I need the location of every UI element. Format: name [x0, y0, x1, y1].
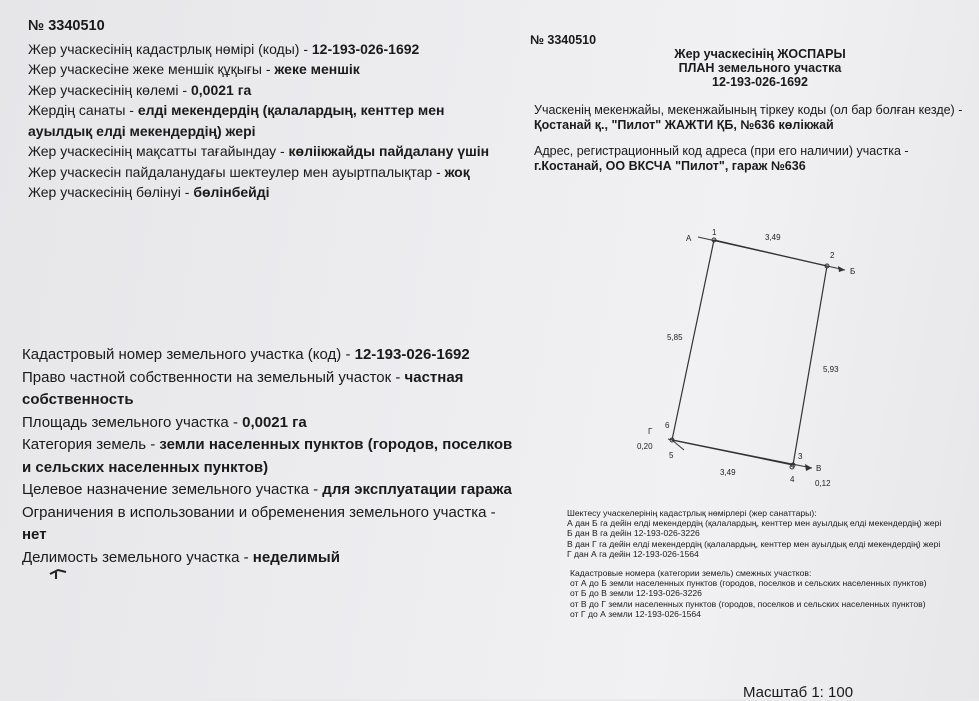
plan-title: Жер учаскесінің ЖОСПАРЫ ПЛАН земельного участка 12-193-026-1692 [674, 47, 846, 89]
dim-left: 5,85 [667, 333, 683, 342]
adjacent-legend-kz: Шектесу учаскелерінің кадастрлық нөмірлері (жер санаттары): А дан Б га дейін елді мекендердің (қалалардың, кенттер мен ауылдық елді мекендердің) жері Б дан В га дейін 12-193-026-3226 В дан Г га дейін елді мекендердің (қалалардың, кенттер мен ауылдық елді мекендердің) жері Г дан А га дейін 12-193-026-1564 [567, 508, 942, 559]
dim-bottom: 3,49 [720, 468, 736, 477]
dim-top: 3,49 [765, 233, 781, 242]
plan-scale: Масштаб 1: 100 [743, 684, 854, 701]
ru-row-ownership: Право частной собственности на земельный участок - частная собственность [22, 368, 464, 408]
kz-row-divisibility: Жер учаскесінің бөлінуі - бөлінбейді [28, 184, 270, 200]
point-4: 4 [790, 475, 795, 484]
dim-right: 5,93 [823, 365, 839, 374]
address-kz: Учаскенің мекенжайы, мекенжайының тіркеу коды (ол бар болған кезде) - Қостанай қ., "Пилот" ЖАЖТИ ҚБ, №636 көлікжай [534, 103, 963, 132]
plan-act-number: № 3340510 [530, 33, 597, 47]
ru-row-purpose: Целевое назначение земельного участка - для эксплуатации гаража [22, 481, 512, 498]
kazakh-details [28, 16, 498, 203]
point-3: 3 [798, 452, 803, 461]
letter-g: Г [648, 427, 653, 436]
kz-row-category: Жердің санаты - елді мекендердің (қалалардың, кенттер мен ауылдық елді мекендердің) жері [28, 102, 445, 139]
point-2: 2 [830, 251, 835, 260]
ru-row-category: Категория земель - земли населенных пунктов (городов, поселков и сельских населенных пунктов) [22, 436, 513, 476]
point-6: 6 [665, 421, 670, 430]
russian-details [22, 344, 522, 569]
boundary-g-v [668, 439, 812, 468]
ru-row-cadastral: Кадастровый номер земельного участка (код) - 12-193-026-1692 [22, 346, 470, 363]
arrow-v [805, 464, 812, 471]
ru-row-restrictions: Ограничения в использовании и обременения земельного участка - нет [22, 503, 496, 543]
letter-b: Б [850, 267, 856, 276]
point-1: 1 [712, 228, 717, 237]
arrow-b [838, 266, 845, 272]
kz-row-cadastral: Жер учаскесінің кадастрлық нөмірі (коды) - 12-193-026-1692 [28, 40, 420, 57]
letter-a: А [686, 234, 692, 243]
dim-g-offset: 0,20 [637, 442, 653, 451]
ru-row-area: Площадь земельного участка - 0,0021 га [22, 413, 307, 431]
plot-outline [672, 240, 827, 465]
land-plot-plan [620, 220, 880, 500]
pen-mark [48, 566, 70, 580]
point-5: 5 [669, 451, 674, 460]
kz-row-purpose: Жер учаскесінің мақсатты тағайындау - көліікжайды пайдалану үшін [28, 143, 490, 159]
letter-v: В [816, 464, 822, 473]
ru-row-divisibility: Делимость земельного участка - неделимый [22, 548, 340, 566]
kz-row-area: Жер учаскесінің көлемі - 0,0021 га [28, 81, 252, 98]
kz-row-restrictions: Жер учаскесін пайдаланудағы шектеулер мен ауыртпалықтар - жоқ [28, 163, 470, 180]
kz-row-ownership: Жер учаскесіне жеке меншік құқығы - жеке меншік [28, 61, 360, 77]
act-number: № 3340510 [28, 18, 105, 34]
dim-v-offset: 0,12 [815, 479, 831, 488]
address-ru: Адрес, регистрационный код адреса (при его наличии) участка - г.Костанай, ОО ВКСЧА "Пилот", гараж №636 [534, 144, 909, 173]
adjacent-legend-ru: Кадастровые номера (категории земель) смежных участков: от А до Б земли населенных пунктов (городов, поселков и сельских населенных пунктов) от Б до В земли 12-193-026-3226 от В до Г земли населенных пунктов (городов, поселков и сельских населенных пунктов) от Г до А земли 12-193-026-1564 [570, 568, 927, 619]
